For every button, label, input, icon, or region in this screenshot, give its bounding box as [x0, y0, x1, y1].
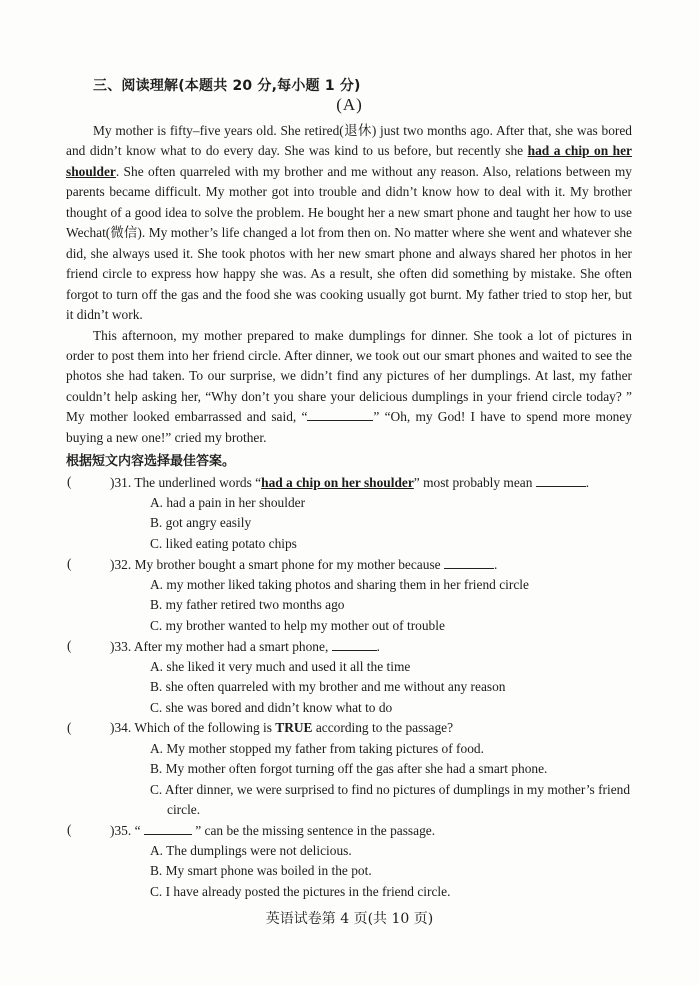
answer-paren: (	[67, 822, 72, 837]
instructions: 根据短文内容选择最佳答案。	[66, 454, 236, 469]
option-c: C. I have already posted the pictures in the friend circle.	[150, 884, 451, 899]
reading-passage	[66, 121, 632, 448]
option-a: A. she liked it very much and used it all the time	[150, 659, 411, 674]
page-footer: 英语试卷第 4 页(共 10 页)	[265, 911, 434, 927]
answer-blank	[536, 474, 586, 487]
option-c: C. she was bored and didn’t know what to do	[150, 700, 393, 715]
option-b: B. she often quarreled with my brother and me without any reason	[150, 679, 506, 694]
question-33-stem: )33. After my mother had a smart phone, .	[110, 639, 381, 654]
option-b: B. My mother often forgot turning off the gas after she had a smart phone.	[150, 761, 548, 776]
answer-paren: (	[67, 474, 72, 489]
passage-paragraph-1: My mother is fifty–five years old. She retired(退休) just two months ago. After that, she was bored and didn’t know what to do every day. She was kind to us before, but recently she had a chip on her shoulder. She often quarreled with my brother and me without any reason. Also, relations between my parents became difficult. My mother got into trouble and didn’t know how to deal with it. My brother thought of a good idea to solve the problem. He bought her a new smart phone and taught her how to use Wechat(微信). My mother’s life changed a lot from then on. No matter where she went and whatever she did, she always used it. She took photos with her new smart phone and always shared her photos in her friend circle to express how happy she was. As a result, she often did something by mistake. She often forgot to turn off the gas and the food she was cooking usually got burnt. My father tried to stop her, but it didn’t work.	[66, 123, 632, 323]
section-title: 三、阅读理解(本题共 20 分,每小题 1 分)	[93, 78, 361, 94]
missing-sentence-blank	[307, 408, 373, 421]
option-b: B. My smart phone was boiled in the pot.	[150, 863, 372, 878]
answer-blank	[332, 638, 377, 651]
question-35-stem: )35. “ ” can be the missing sentence in the passage.	[110, 823, 436, 838]
question-34-stem: )34. Which of the following is TRUE according to the passage?	[110, 720, 454, 735]
option-a: A. my mother liked taking photos and sharing them in her friend circle	[150, 577, 529, 592]
option-a: A. had a pain in her shoulder	[150, 495, 306, 510]
answer-paren: (	[67, 720, 72, 735]
passage-label: (A)	[336, 95, 363, 114]
option-c-continued: circle.	[167, 802, 201, 817]
option-c: C. liked eating potato chips	[150, 536, 297, 551]
option-b: B. got angry easily	[150, 515, 252, 530]
answer-blank	[144, 822, 192, 835]
option-a: A. The dumplings were not delicious.	[150, 843, 352, 858]
option-a: A. My mother stopped my father from taking pictures of food.	[150, 741, 484, 756]
question-32-stem: )32. My brother bought a smart phone for my mother because .	[110, 557, 498, 572]
underlined-phrase: had a chip on her shoulder	[66, 143, 632, 179]
question-31-stem: )31. The underlined words “had a chip on her shoulder” most probably mean .	[110, 475, 590, 490]
option-c: C. After dinner, we were surprised to find no pictures of dumplings in my mother’s friend	[150, 782, 631, 797]
option-b: B. my father retired two months ago	[150, 597, 345, 612]
answer-blank	[444, 556, 494, 569]
option-c: C. my brother wanted to help my mother out of trouble	[150, 618, 445, 633]
answer-paren: (	[67, 556, 72, 571]
passage-paragraph-2: This afternoon, my mother prepared to make dumplings for dinner. She took a lot of pictures in order to post them into her friend circle. After dinner, we took out our smart phones and waited to see the photos she had taken. To our surprise, we didn’t find any pictures of her dumplings. At last, my father couldn’t help asking her, “Why don’t you share your delicious dumplings in your friend circle today? ” My mother looked embarrassed and said, “ ” “Oh, my God! I have to spend more money buying a new one!” cried my brother.	[66, 327, 632, 445]
answer-paren: (	[67, 638, 72, 653]
